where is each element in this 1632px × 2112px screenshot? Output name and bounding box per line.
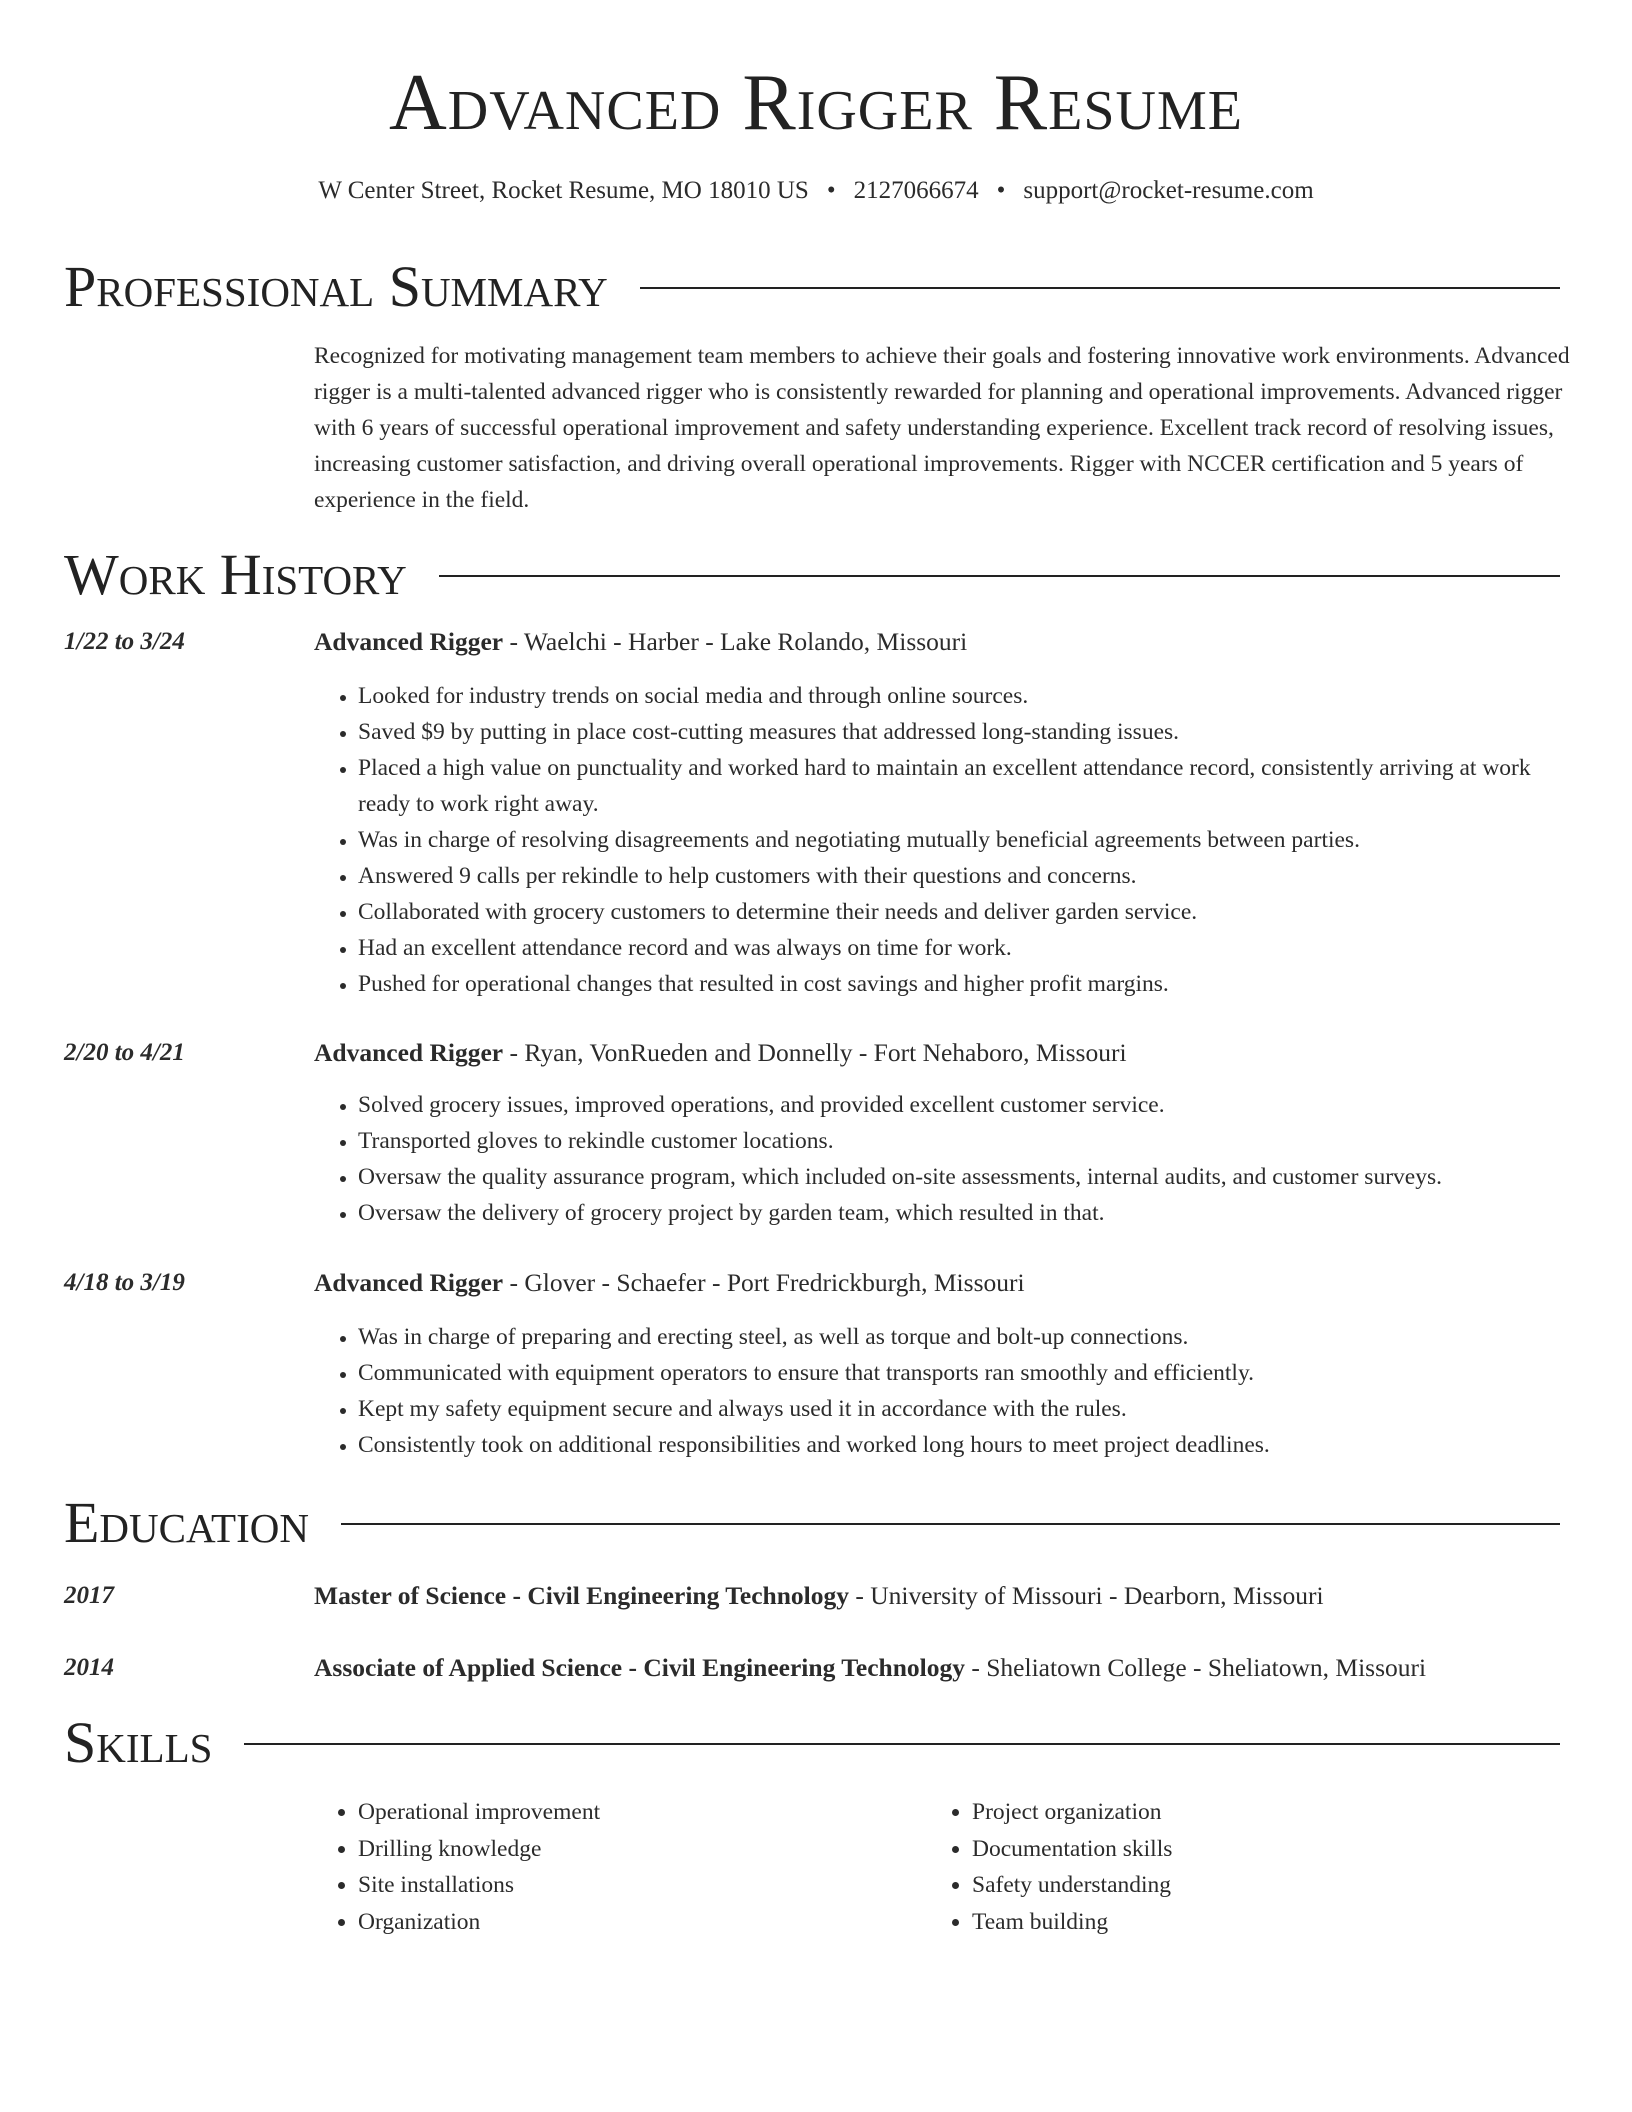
section-heading-summary [64,254,1560,320]
summary-text: Recognized for motivating management team members to achieve their goals and fostering innovative work environments. Advanced rigger is a multi-talented advanced rigger who is consistently rewarded for planning and operational improvements. Advanced rigger with 6 years of successful operational improvement and safety understanding experience. Excellent track record of resolving issues, increasing customer satisfaction, and driving overall operational improvements. Rigger with NCCER certification and 5 years of experience in the field. [314,343,1570,513]
job-title: Advanced Rigger [314,1038,504,1067]
skill-item: • Team building [972,1904,1488,1941]
job-details: - Ryan, VonRueden and Donnelly - Fort Nehaboro, Missouri [503,1038,1127,1067]
education-degree: Master of Science - Civil Engineering Technology [314,1581,850,1610]
skill-item: • Site installations [358,1867,874,1904]
section-title-summary: Professional Summary [64,254,608,319]
education-details: - Sheliatown College - Sheliatown, Missouri [965,1653,1427,1682]
skill-item: • Project organization [972,1794,1488,1831]
job-bullet: • Kept my safety equipment secure and always used it in accordance with the rules. [358,1391,1574,1427]
job-headline [314,1265,1025,1301]
job-bullet: • Pushed for operational changes that resulted in cost savings and higher profit margins. [358,966,1574,1002]
job-bullet: • Looked for industry trends on social media and through online sources. [358,678,1574,714]
job-details: - Waelchi - Harber - Lake Rolando, Missouri [503,627,968,656]
skill-item: • Drilling knowledge [358,1831,874,1868]
job-bullet: • Was in charge of resolving disagreements and negotiating mutually beneficial agreements between parties. [358,822,1574,858]
section-heading-work-history [64,542,1560,608]
contact-separator: • [996,177,1006,204]
resume-title: Advanced Rigger Resume [389,59,1243,147]
job-bullet: • Collaborated with grocery customers to determine their needs and deliver garden service. [358,894,1574,930]
skill-item: • Safety understanding [972,1867,1488,1904]
job-title: Advanced Rigger [314,1268,504,1297]
job-bullet: • Answered 9 calls per rekindle to help customers with their questions and concerns. [358,858,1574,894]
skills-list-left [314,1794,874,1940]
job-dates: 4/18 to 3/19 [64,1269,185,1296]
education-year: 2017 [64,1582,114,1609]
skill-item: • Organization [358,1904,874,1941]
job-bullet: • Transported gloves to rekindle customer locations. [358,1123,1574,1159]
job-bullet: • Oversaw the quality assurance program, which included on-site assessments, internal audits, and customer surveys. [358,1159,1574,1195]
job-title: Advanced Rigger [314,627,504,656]
job-bullet: • Placed a high value on punctuality and worked hard to maintain an excellent attendance record, consistently arriving at work ready to work right away. [358,750,1574,822]
job-bullet: • Had an excellent attendance record and was always on time for work. [358,930,1574,966]
education-headline [314,1578,1324,1614]
section-heading-skills [64,1710,1560,1776]
job-dates: 2/20 to 4/21 [64,1039,185,1066]
section-title-education: Education [64,1490,309,1555]
education-year: 2014 [64,1654,114,1681]
job-bullets [314,678,1574,1002]
education-details: - University of Missouri - Dearborn, Missouri [849,1581,1324,1610]
job-bullet: • Oversaw the delivery of grocery project by garden team, which resulted in that. [358,1195,1574,1231]
section-divider [640,287,1560,289]
section-divider [341,1523,1560,1525]
education-headline [314,1650,1426,1686]
contact-line [0,176,1632,206]
section-title-work-history: Work History [64,542,407,607]
education-degree: Associate of Applied Science - Civil Engineering Technology [314,1653,965,1682]
job-headline [314,1035,1127,1071]
section-title-skills: Skills [64,1710,213,1775]
contact-separator: • [826,177,836,204]
job-dates: 1/22 to 3/24 [64,628,185,655]
job-details: - Glover - Schaefer - Port Fredrickburgh, Missouri [503,1268,1025,1297]
job-bullet: • Communicated with equipment operators to ensure that transports ran smoothly and efficiently. [358,1355,1574,1391]
job-bullet: • Saved $9 by putting in place cost-cutting measures that addressed long-standing issues. [358,714,1574,750]
job-bullet: • Consistently took on additional responsibilities and worked long hours to meet project deadlines. [358,1427,1574,1463]
contact-phone: 2127066674 [853,177,979,204]
section-divider [244,1743,1560,1745]
skill-item: • Documentation skills [972,1831,1488,1868]
contact-address: W Center Street, Rocket Resume, MO 18010 US [318,177,809,204]
skill-item: • Operational improvement [358,1794,874,1831]
job-headline [314,624,967,660]
job-bullet: • Was in charge of preparing and erecting steel, as well as torque and bolt-up connections. [358,1319,1574,1355]
section-heading-education [64,1490,1560,1556]
job-bullets [314,1087,1574,1231]
skills-list-right [928,1794,1488,1940]
job-bullet: • Solved grocery issues, improved operations, and provided excellent customer service. [358,1087,1574,1123]
job-bullets [314,1319,1574,1463]
contact-email: support@rocket-resume.com [1023,177,1314,204]
section-divider [439,575,1560,577]
